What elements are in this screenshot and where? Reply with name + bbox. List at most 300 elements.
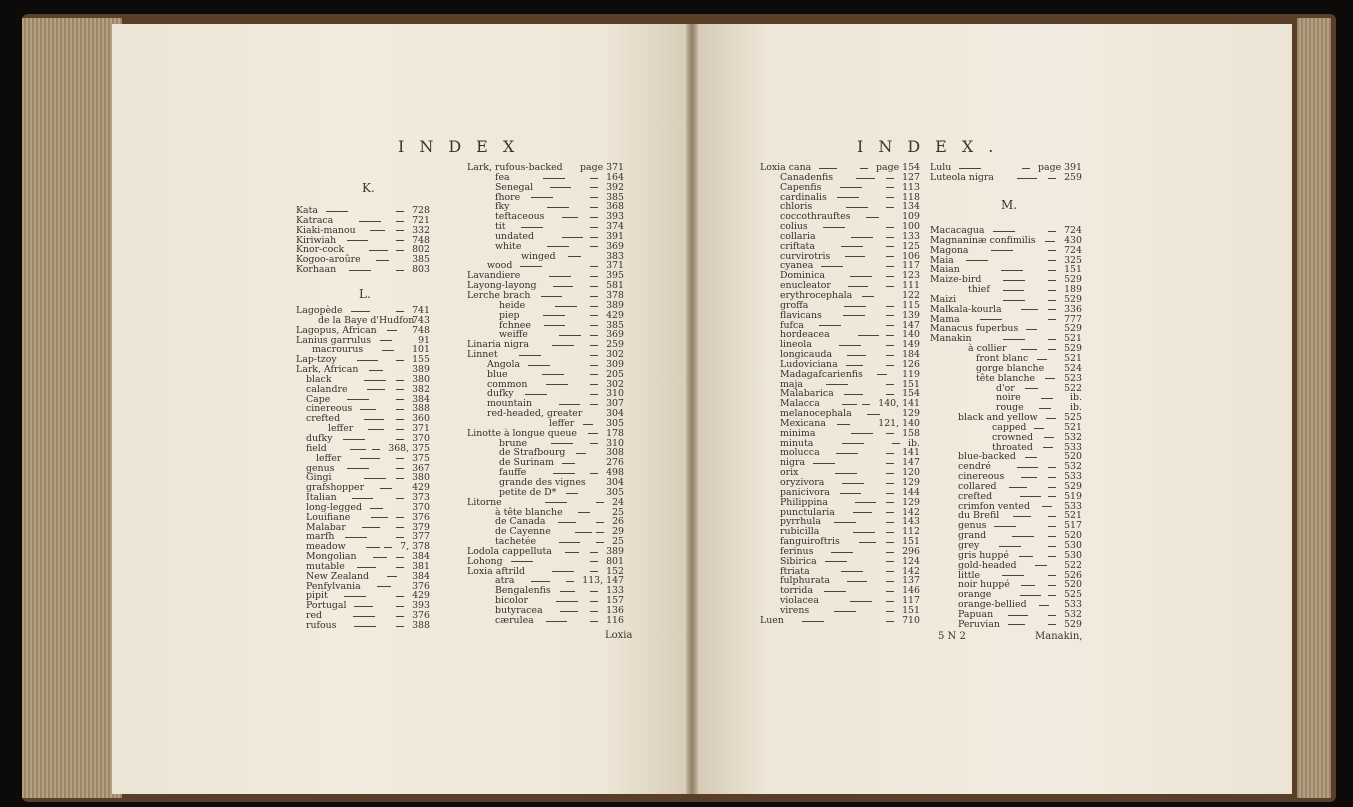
index-entry-name: Luen [760,614,784,626]
leader-dash [1025,388,1037,389]
index-entry-name: black [306,373,332,385]
leader-dash [396,616,404,617]
leader-dash [886,335,894,336]
leader-dash [396,606,404,607]
leader-dash [590,621,598,622]
index-entry [296,621,430,631]
index-entry-name: cyanea [780,260,814,272]
index-entry-page: 741 [412,305,430,316]
leader-dash [531,197,553,198]
index-entry-page: 302 [606,378,624,390]
leader-dash [886,561,894,562]
leader-dash [866,217,879,218]
index-entry-name: Ludoviciana [780,358,838,370]
index-entry-name: Bengalenfis [495,585,551,597]
leader-dash [966,260,988,261]
leader-dash [369,250,388,251]
index-entry-page: 581 [606,280,624,292]
leader-dash [396,567,404,568]
leader-dash [559,542,581,543]
leader-dash [369,370,383,371]
index-entry-name: orange [958,589,992,601]
leader-dash [819,325,841,326]
leader-dash [860,168,868,169]
index-entry-name: ferinus [780,545,814,557]
index-entry-page: 310 [606,388,624,400]
leader-dash [377,586,390,587]
leader-dash [1048,526,1056,527]
index-entry-name: leffer [328,423,354,435]
leader-dash [357,567,376,568]
leader-dash [877,374,887,375]
index-entry-page: 369 [606,329,624,341]
index-entry-name: groffa [780,299,809,311]
index-entry-page: 137 [902,575,920,587]
index-entry-page: 393 [606,211,624,223]
index-entry-page: 376 [412,580,430,592]
leader-dash [993,231,1015,232]
index-entry-page: 7, 378 [400,541,430,553]
index-entry-name: orix [780,467,799,479]
leader-dash [1048,496,1056,497]
index-entry-name: noir huppé [958,579,1010,591]
leader-dash [396,596,404,597]
leader-dash [590,178,598,179]
leader-dash [596,502,604,503]
leader-dash [562,237,582,238]
index-entry-name: Lanius garrulus [296,334,372,346]
leader-dash [851,237,873,238]
index-entry-name: du Brefil [958,510,1000,522]
index-entry [930,521,1082,531]
index-entry-name: Lagopède [296,305,343,316]
leader-dash [1035,565,1047,566]
leader-dash [545,502,567,503]
index-entry-page: 305 [606,417,624,429]
leader-dash [862,296,875,297]
index-entry-page: 777 [1064,313,1082,325]
index-entry-name: Portugal [306,600,347,612]
leader-dash [886,463,894,464]
leader-dash [562,463,575,464]
index-entry-page: ib. [1070,402,1082,414]
index-entry-page: 385 [412,254,430,266]
leader-dash [543,315,565,316]
index-entry-name: melanocephala [780,408,852,420]
index-entry-page: 388 [412,620,430,631]
leader-dash [590,443,598,444]
index-entry [296,265,430,275]
index-entry-page: 91 [418,334,430,346]
index-entry-page: 378 [606,289,624,301]
leader-dash [1048,575,1056,576]
index-entry-name: punctularia [780,506,835,518]
index-entry-page: 296 [902,545,920,557]
leader-dash [396,311,404,312]
index-entry-name: little [958,569,981,581]
leader-dash [1048,270,1056,271]
leader-dash [590,296,598,297]
index-entry-page: 305 [606,486,624,498]
leader-dash [1003,339,1025,340]
index-entry-page: 136 [606,604,624,616]
right-page-header: INDEX. [857,137,1009,156]
index-entry-page: 129 [902,496,920,508]
index-entry-page: 523 [1064,372,1082,384]
index-entry-name: piep [499,309,520,321]
leader-dash [1048,231,1056,232]
index-entry-name: Peruvian [958,618,1000,630]
leader-dash [886,611,894,612]
index-entry-page: 389 [412,364,430,376]
index-entry-page: 133 [606,585,624,597]
index-entry-name: cinereous [306,403,353,415]
index-entry-page: 101 [412,344,430,356]
leader-dash [590,365,598,366]
leader-dash [590,611,598,612]
index-entry-page: 429 [412,590,430,602]
leader-dash [886,493,894,494]
index-entry-page: 146 [902,585,920,597]
index-entry-page: 393 [412,600,430,612]
index-entry-page: 371 [412,423,430,435]
index-entry-page: 530 [1064,540,1082,551]
index-entry-name: Magona [930,244,969,256]
index-entry-page: 520 [1064,451,1082,463]
index-entry-page: 374 [606,221,624,233]
index-entry-page: 533 [1064,471,1082,483]
index-entry-page: 24 [612,496,624,508]
index-entry-page: 336 [1064,303,1082,315]
leader-dash [1048,309,1056,310]
index-entry-name: Maia [930,254,954,266]
leader-dash [1046,418,1056,419]
index-entry-name: orange-bellied [958,599,1027,611]
index-entry-name: fauffe [499,467,527,479]
leader-dash [588,433,598,434]
index-entry-page: 429 [606,309,624,321]
index-entry-name: Manacus fuperbus [930,323,1019,335]
leader-dash [835,473,857,474]
index-entry-name: Magnaninæ confimilis [930,234,1036,246]
leader-dash [1026,329,1037,330]
leader-dash [839,345,861,346]
leader-dash [886,306,894,307]
leader-dash [999,546,1021,547]
index-entry-name: Linaria nigra [467,339,530,351]
leader-dash [819,168,837,169]
leader-dash [1044,437,1054,438]
leader-dash [994,526,1016,527]
index-entry-page: 748 [412,234,430,246]
leader-dash [590,384,598,385]
index-entry [467,212,624,222]
index-entry [930,502,1082,512]
index-entry-page: 517 [1064,520,1082,532]
index-entry-page: 370 [412,432,430,444]
leader-dash [1048,260,1056,261]
index-entry-name: Kata [296,205,318,216]
index-entry-name: long-legged [306,501,362,513]
index-entry-name: panicivora [780,486,830,498]
index-entry-name: weiffe [499,329,528,341]
index-entry [930,620,1082,630]
leader-dash [821,266,843,267]
index-entry-page: page 154 [875,162,920,173]
right-catchword: Manakin, [1035,631,1083,642]
index-entry-name: d'or [996,382,1015,394]
leader-dash [396,537,404,538]
index-entry-name: cærulea [495,614,534,626]
leader-dash [845,256,865,257]
index-entry-page: 430 [1064,234,1082,246]
index-entry-name: coccothrauftes [780,211,851,223]
leader-dash [396,399,404,400]
leader-dash [886,522,894,523]
leader-dash [590,335,598,336]
index-entry-name: de Cayenne [495,526,551,538]
index-entry-name: Maizi [930,293,957,305]
index-entry-page: 304 [606,477,624,488]
index-entry-page: 710 [902,614,920,626]
leader-dash [350,449,367,450]
leader-dash [850,601,872,602]
index-entry-name: butyracea [495,604,543,616]
leader-dash [1048,250,1056,251]
index-entry-name: fchnee [499,319,531,331]
index-entry-name: blue-backed [958,451,1016,463]
index-entry-page: 142 [902,506,920,518]
leader-dash [886,187,894,188]
leader-dash [886,601,894,602]
index-entry-page: 140, 141 [878,398,920,410]
leader-dash [396,380,404,381]
index-entry-name: lineola [780,339,812,351]
leader-dash [560,611,577,612]
index-entry-page: 524 [1064,362,1082,374]
index-entry-page: 360 [412,413,430,425]
index-entry-page: 123 [902,270,920,282]
index-entry-name: maja [780,378,803,390]
leader-dash [596,532,604,533]
leader-dash [396,458,404,459]
leader-dash [856,178,875,179]
leader-dash [590,571,598,572]
index-entry-page: 184 [902,349,920,361]
index-entry [467,301,624,311]
leader-dash [544,325,565,326]
index-entry-page: 118 [902,191,920,203]
index-entry-name: Malabar [306,521,346,533]
leader-dash [541,296,563,297]
index-entry-name: Dominica [780,270,825,282]
leader-dash [366,547,380,548]
leader-dash [380,340,392,341]
index-entry-page: 391 [606,230,624,242]
leader-dash [367,389,385,390]
index-entry-page: 158 [902,427,920,439]
leader-dash [590,552,598,553]
index-entry-page: 533 [1064,441,1082,453]
index-entry-page: 117 [902,260,920,272]
index-entry-name: oryzivora [780,477,825,488]
leader-dash [1048,300,1056,301]
leader-dash [590,217,598,218]
leader-dash [345,537,367,538]
index-entry-name: wood [487,260,513,272]
leader-dash [1021,477,1037,478]
index-entry-name: violacea [780,595,819,607]
leader-dash [848,286,868,287]
index-entry-page: 113, 147 [582,575,624,587]
index-entry-name: criftata [780,240,815,252]
index-entry [930,462,1082,472]
index-entry-page: 142 [902,565,920,577]
index-entry-name: mutable [306,560,345,572]
index-entry-name: front blanc [976,352,1029,364]
leader-dash [841,571,863,572]
index-entry-page: 743 [412,314,430,326]
leader-dash [1048,546,1056,547]
index-entry [296,414,430,424]
leader-dash [1048,585,1056,586]
leader-dash [590,246,598,247]
index-entry-name: red-headed, greater [487,408,583,420]
index-column-left-2 [467,163,624,626]
leader-dash [362,527,380,528]
leader-dash [886,246,894,247]
index-entry-name: Layong-layong [467,280,537,292]
index-entry-page: 530 [1064,549,1082,561]
leader-dash [862,404,870,405]
index-entry-page: 151 [902,604,920,616]
leader-dash [825,561,847,562]
index-entry-name: petite de D* [499,486,557,498]
index-entry-name: atra [495,575,515,587]
index-entry-page: 529 [1064,293,1082,305]
index-entry-name: bicolor [495,595,529,607]
index-entry-name: brune [499,437,528,449]
index-entry-page: 308 [606,447,624,459]
leader-dash [590,237,598,238]
index-entry-name: grand [958,530,987,542]
index-entry-page: 526 [1064,569,1082,581]
leader-dash [590,266,598,267]
index-entry-page: 521 [1064,421,1082,433]
index-entry-page: 375 [412,452,430,464]
index-entry-name: Loxia cana [760,162,812,173]
leader-dash [837,424,850,425]
leader-dash [396,468,404,469]
index-entry-page: 310 [606,437,624,449]
index-entry-page: 801 [606,555,624,567]
leader-dash [842,483,864,484]
leader-dash [590,286,598,287]
leader-dash [590,404,598,405]
leader-dash [853,512,872,513]
index-entry-page: 122 [902,289,920,301]
leader-dash [354,626,376,627]
leader-dash [842,443,864,444]
leader-dash [1048,624,1056,625]
leader-dash [547,246,569,247]
index-entry-name: nigra [780,457,806,469]
index-entry-name: de Strafbourg [499,447,566,459]
leader-dash [511,561,533,562]
leader-dash [840,493,860,494]
index-entry-name: Gingi [306,472,332,484]
leader-dash [525,394,547,395]
index-entry-page: 379 [412,521,430,533]
index-entry [930,580,1082,590]
leader-dash [836,453,858,454]
index-entry-name: macrourus [312,344,364,356]
leader-dash [590,355,598,356]
leader-dash [326,211,348,212]
index-entry [467,586,624,596]
index-entry-page: 376 [412,610,430,622]
leader-dash [1002,575,1024,576]
leader-dash [552,571,574,572]
index-entry-name: Loxia aftrild [467,565,526,577]
index-entry-page: 276 [606,457,624,469]
index-entry-name: New Zealand [306,570,370,582]
leader-dash [590,197,598,198]
leader-dash [547,207,569,208]
index-entry-name: Korhaan [296,264,337,276]
index-entry-page: 529 [1064,618,1082,630]
index-entry [467,429,624,439]
leader-dash [372,449,380,450]
index-entry-page: 113 [902,181,920,193]
index-entry-name: meadow [306,541,346,553]
index-entry [930,173,1082,183]
leader-dash [347,399,369,400]
leader-dash [568,256,581,257]
leader-dash [551,443,573,444]
index-entry-page: 388 [412,403,430,415]
leader-dash [886,365,894,366]
leader-dash [590,306,598,307]
index-entry-page: 529 [1064,323,1082,335]
leader-dash [1017,178,1037,179]
leader-dash [859,542,876,543]
leader-dash [578,512,590,513]
index-entry-name: de Canada [495,516,546,528]
leader-dash [1048,280,1056,281]
index-entry-page: 164 [606,171,624,183]
leader-dash [886,315,894,316]
index-entry-page: ib. [1070,392,1082,404]
index-entry-page: 520 [1064,579,1082,591]
index-entry-name: chloris [780,201,813,213]
leader-dash [549,276,571,277]
leader-dash [1039,605,1049,606]
index-entry-name: torrida [780,585,813,597]
leader-dash [396,429,404,430]
leader-dash [542,374,564,375]
index-entry-page: 521 [1064,352,1082,364]
index-entry [467,458,624,468]
index-entry-name: Mongolian [306,551,357,563]
leader-dash [1045,378,1055,379]
index-entry-name: mountain [487,398,533,410]
leader-dash [556,601,578,602]
index-entry-page: 109 [902,211,920,223]
leader-dash [886,512,894,513]
index-entry-name: dufky [487,388,514,400]
index-entry-name: Lap-tzoy [296,354,337,366]
